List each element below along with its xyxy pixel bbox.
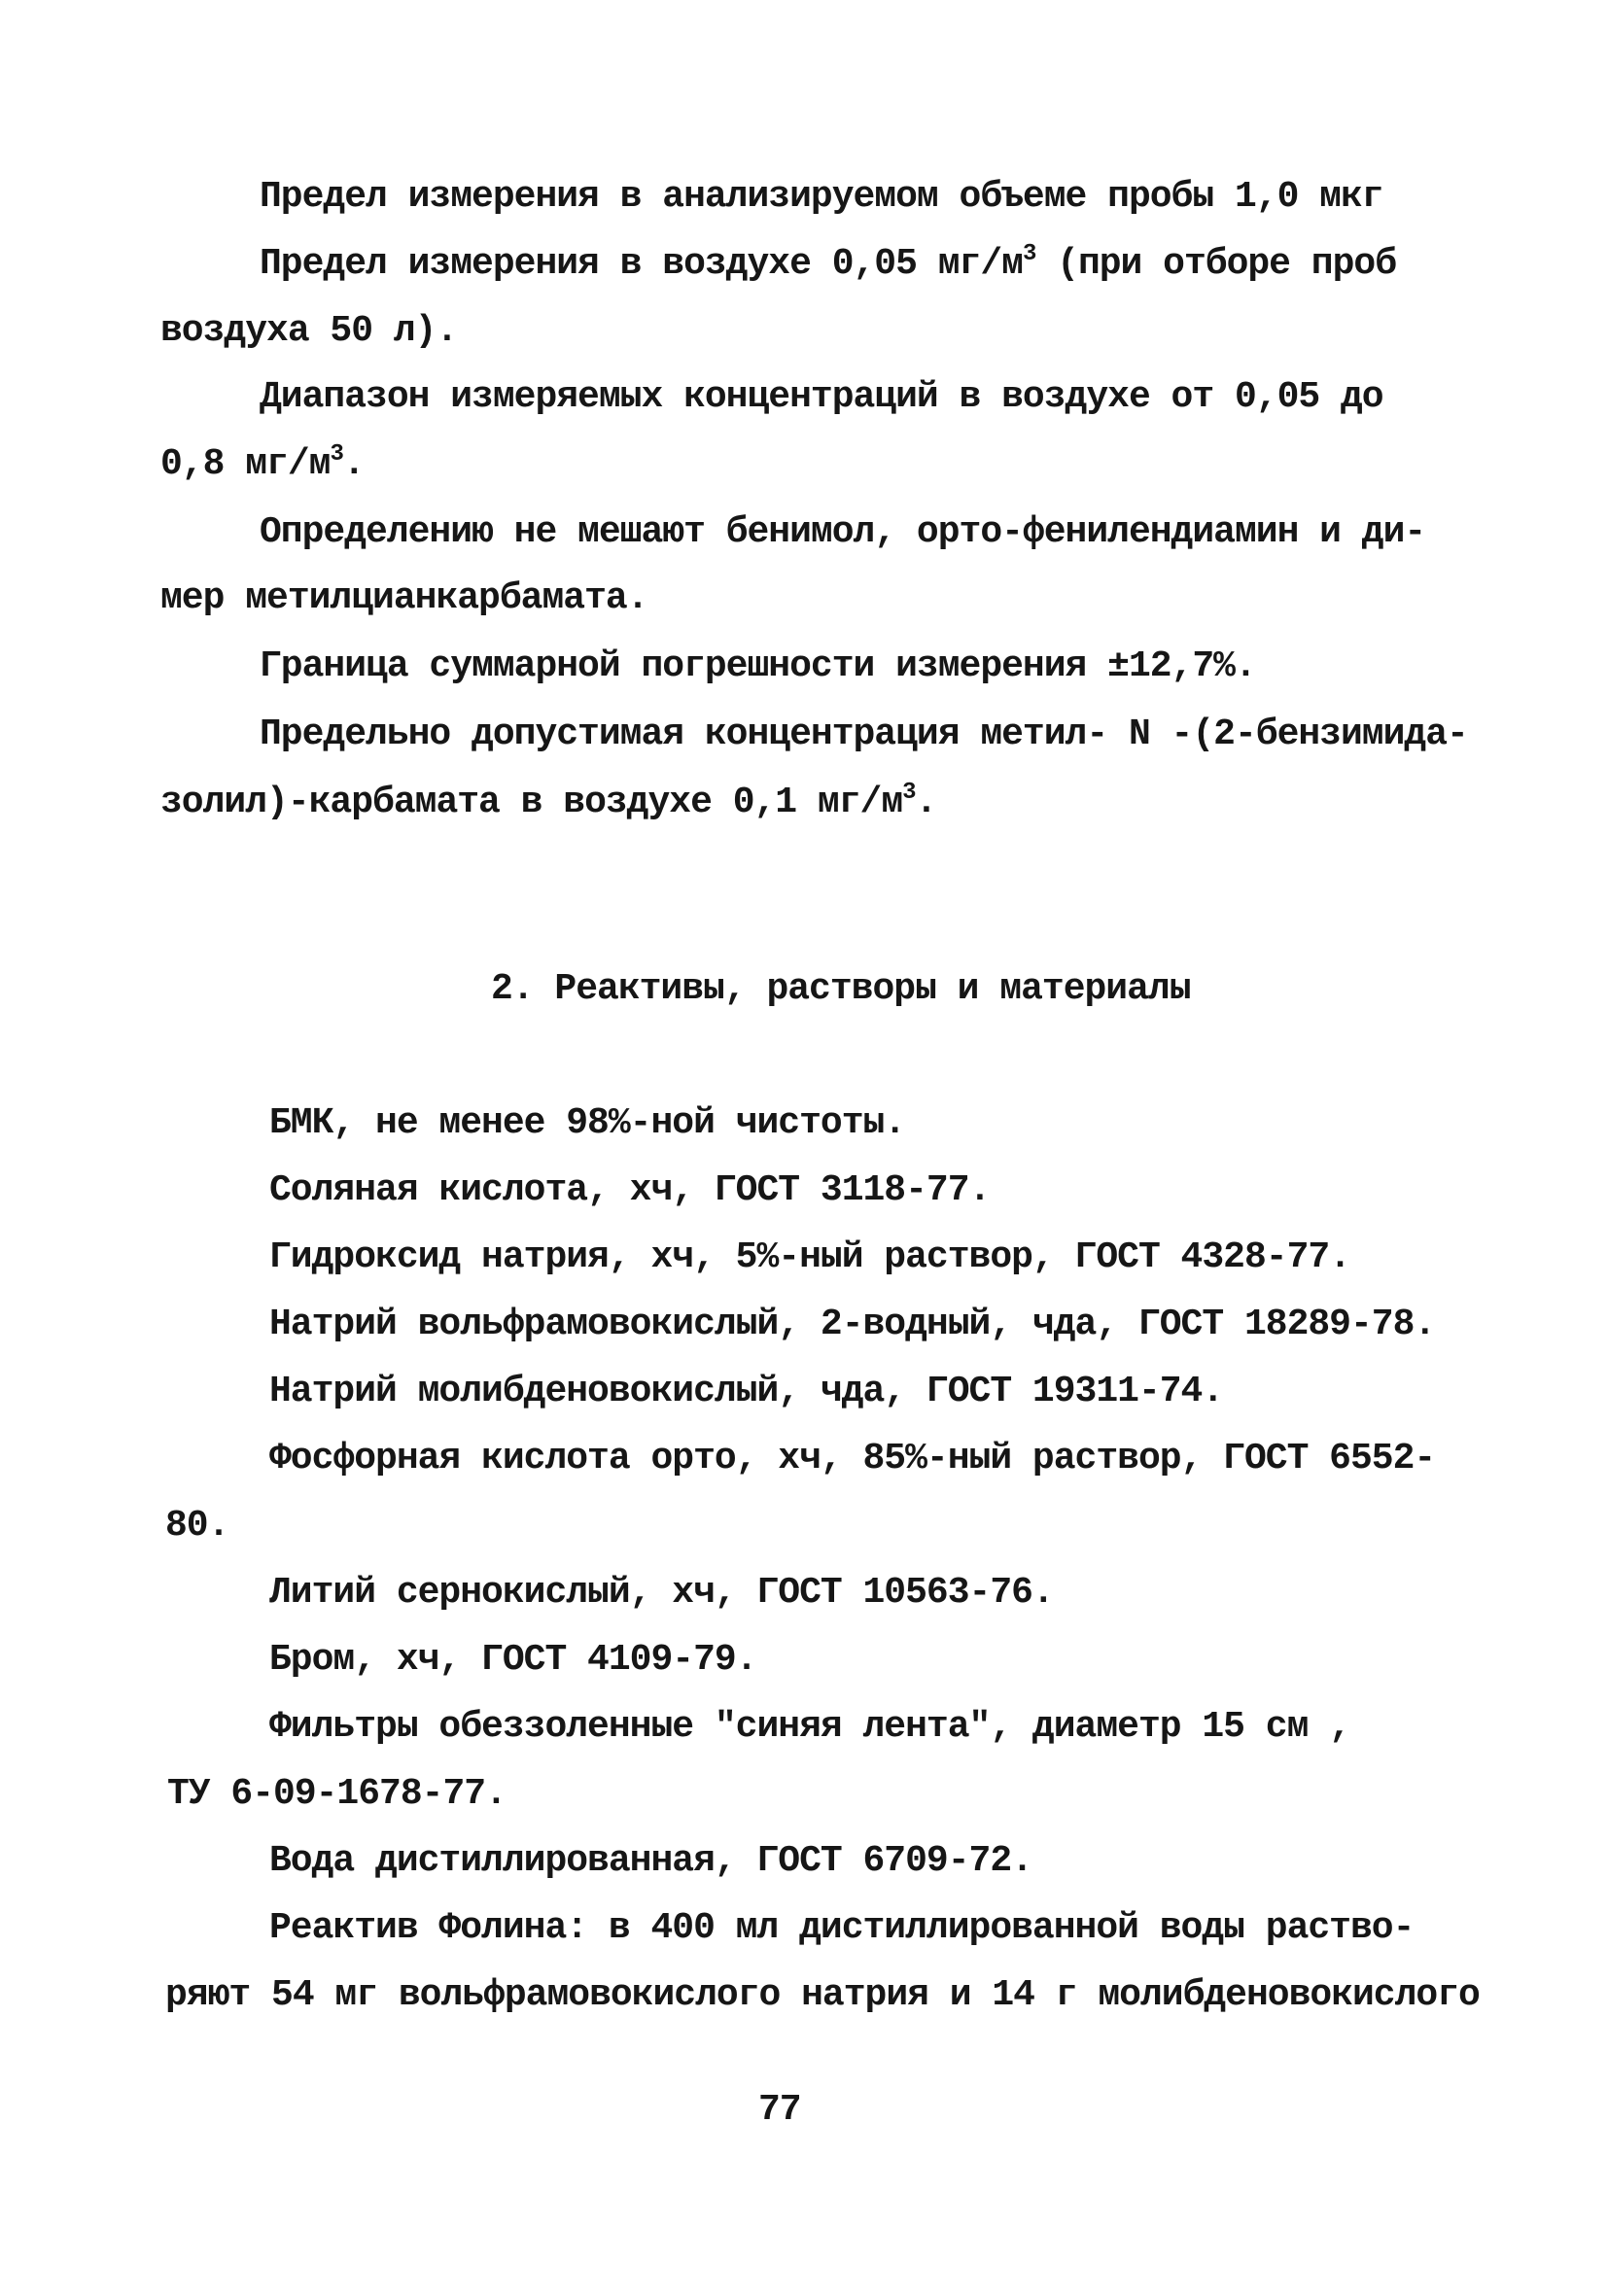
reagent-line: Фосфорная кислота орто, хч, 85%-ный раствор, ГОСТ 6552- [269, 1438, 1436, 1479]
reagent-line: Гидроксид натрия, хч, 5%-ный раствор, ГОСТ 4328-77. [269, 1236, 1350, 1278]
reagent-line-continuation: ТУ 6-09-1678-77. [167, 1773, 507, 1815]
reagent-line: Натрий молибденовокислый, чда, ГОСТ 19311-74. [269, 1371, 1224, 1412]
page-number: 77 [758, 2089, 801, 2131]
text-line-max-concentration-end: золил)-карбамата в воздухе 0,1 $мг/м^3$. [160, 780, 937, 823]
text-line-range: Диапазон измеряемых концентраций в воздухе от 0,05 до [260, 376, 1383, 418]
text-line-air-volume: воздуха 50 л). [160, 310, 458, 352]
text-line-no-interference-end: мер метилцианкарбамата. [160, 577, 648, 619]
reagent-line: Литий сернокислый, хч, ГОСТ 10563-76. [269, 1572, 1054, 1614]
text-line-error-bound: Граница суммарной погрешности измерения ±12,7%. [260, 645, 1256, 687]
reagent-line-continuation: ряют 54 мг вольфрамовокислого натрия и 14 г молибденовокислого [165, 1974, 1480, 2016]
reagent-line: Соляная кислота, хч, ГОСТ 3118-77. [269, 1169, 991, 1211]
reagent-line: Вода дистиллированная, ГОСТ 6709-72. [269, 1840, 1032, 1882]
text-line-measure-limit-air: Предел измерения в воздухе 0,05 $мг/м^3$ (при отборе проб [260, 241, 1397, 285]
reagent-line: БМК, не менее 98%-ной чистоты. [269, 1102, 906, 1144]
text-line-range-end: 0,8 $мг/м^3$. [160, 441, 365, 485]
reagent-line: Фильтры обеззоленные "синяя лента", диаметр 15 см , [269, 1706, 1350, 1748]
text-line-max-concentration: Предельно допустимая концентрация метил- N -(2-бензимида- [260, 713, 1468, 755]
text-line-measure-limit-sample: Предел измерения в анализируемом объеме пробы 1,0 мкг [260, 176, 1383, 218]
reagent-line: Бром, хч, ГОСТ 4109-79. [269, 1639, 757, 1681]
reagent-line: Реактив Фолина: в 400 мл дистиллированной воды раство- [269, 1907, 1415, 1949]
section-heading: 2. Реактивы, растворы и материалы [491, 968, 1191, 1010]
reagent-line-continuation: 80. [165, 1505, 229, 1547]
text-line-no-interference: Определению не мешают бенимол, орто-фенилендиамин и ди- [260, 511, 1426, 553]
reagent-line: Натрий вольфрамовокислый, 2-водный, чда, ГОСТ 18289-78. [269, 1304, 1436, 1345]
